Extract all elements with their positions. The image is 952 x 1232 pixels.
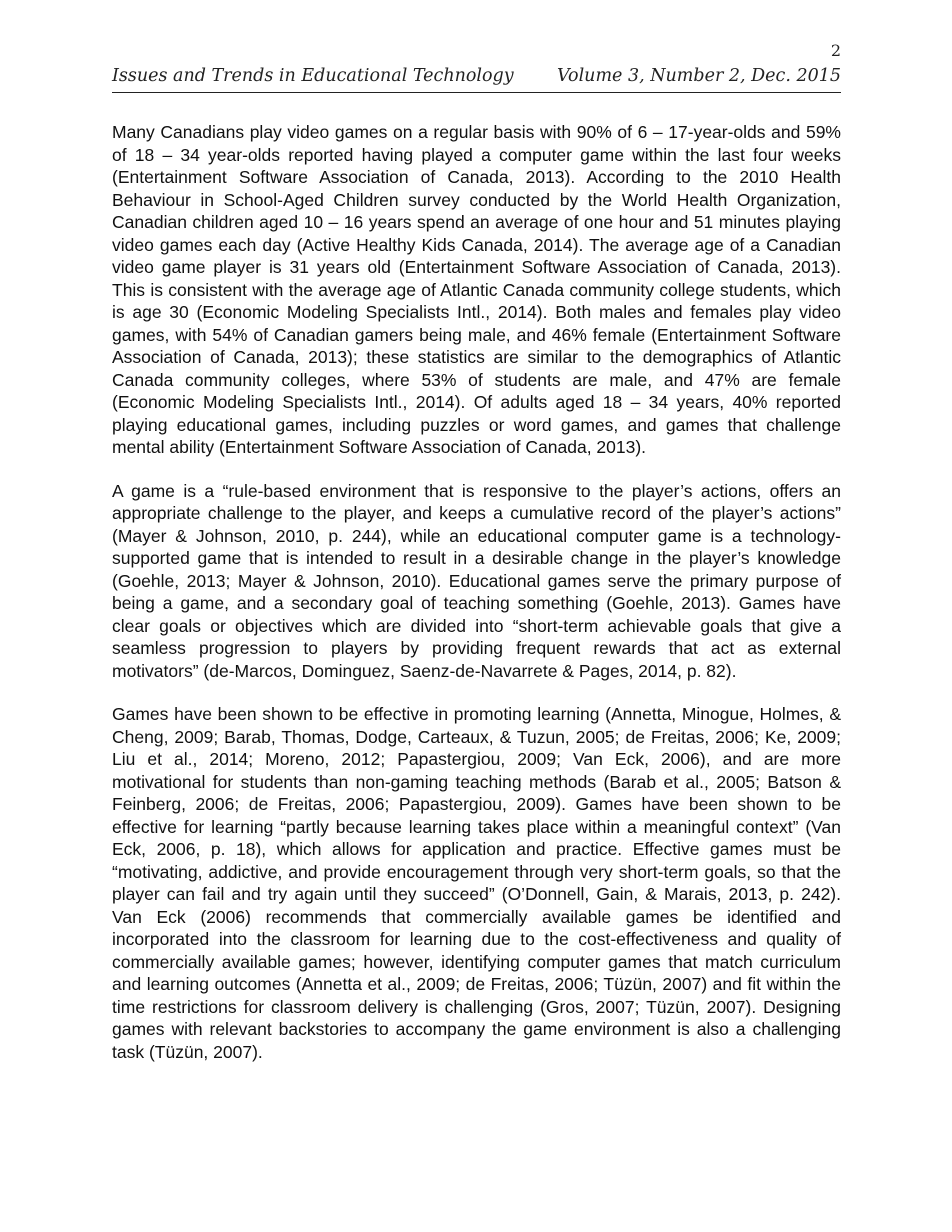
page-number: 2 (830, 41, 841, 60)
running-header (112, 66, 841, 93)
issue-info: Volume 3, Number 2, Dec. 2015 (557, 66, 841, 86)
paragraph-game-definition: A game is a “rule-based environment that is responsive to the player’s actions, offers an appropriate challenge to the player, and keeps a cumulative record of the player’s actions” (Mayer & Johnson, 2010, p. 244), while an educational computer game is a technology-supported game that is intended to result in a desirable change in the player’s knowledge (Goehle, 2013; Mayer & Johnson, 2010). Educational games serve the primary purpose of being a game, and a secondary goal of teaching something (Goehle, 2013). Games have clear goals or objectives which are divided into “short-term achievable goals that give a seamless progression to players by providing frequent rewards that act as external motivators” (de-Marcos, Dominguez, Saenz-de-Navarrete & Pages, 2014, p. 82). (112, 480, 841, 681)
paragraph-video-game-statistics: Many Canadians play video games on a regular basis with 90% of 6 – 17-year-olds and 59% of 18 – 34 year-olds reported having played a computer game within the last four weeks (Entertainment Software Association of Canada, 2013). According to the 2010 Health Behaviour in School-Aged Children survey conducted by the World Health Organization, Canadian children aged 10 – 16 years spend an average of one hour and 51 minutes playing video games each day (Active Healthy Kids Canada, 2014). The average age of a Canadian video game player is 31 years old (Entertainment Software Association of Canada, 2013). This is consistent with the average age of Atlantic Canada community college students, which is age 30 (Economic Modeling Specialists Intl., 2014). Both males and females play video games, with 54% of Canadian gamers being male, and 46% female (Entertainment Software Association of Canada, 2013); these statistics are similar to the demographics of Atlantic Canada community colleges, where 53% of students are male, and 47% are female (Economic Modeling Specialists Intl., 2014). Of adults aged 18 – 34 years, 40% reported playing educational games, including puzzles or word games, and games that challenge mental ability (Entertainment Software Association of Canada, 2013). (112, 122, 841, 457)
paragraph-game-effectiveness: Games have been shown to be effective in promoting learning (Annetta, Minogue, Holmes, & Cheng, 2009; Barab, Thomas, Dodge, Carteaux, & Tuzun, 2005; de Freitas, 2006; Ke, 2009; Liu et al., 2014; Moreno, 2012; Papastergiou, 2009; Van Eck, 2006), and are more motivational for students than non-gaming teaching methods (Barab et al., 2005; Batson & Feinberg, 2006; de Freitas, 2006; Papastergiou, 2009). Games have been shown to be effective for learning “partly because learning takes place within a meaningful context” (Van Eck, 2006, p. 18), which allows for application and practice. Effective games must be “motivating, addictive, and provide encouragement through very short-term goals, so that the player can fail and try again until they succeed” (O’Donnell, Gain, & Marais, 2013, p. 242). Van Eck (2006) recommends that commercially available games be identified and incorporated into the classroom for learning due to the cost-effectiveness and quality of commercially available games; however, identifying computer games that match curriculum and learning outcomes (Annetta et al., 2009; de Freitas, 2006; Tüzün, 2007) and fit within the time restrictions for classroom delivery is challenging (Gros, 2007; Tüzün, 2007). Designing games with relevant backstories to accompany the game environment is also a challenging task (Tüzün, 2007). (112, 704, 841, 1062)
journal-title: Issues and Trends in Educational Technology (112, 66, 514, 86)
article-body (112, 121, 841, 1084)
